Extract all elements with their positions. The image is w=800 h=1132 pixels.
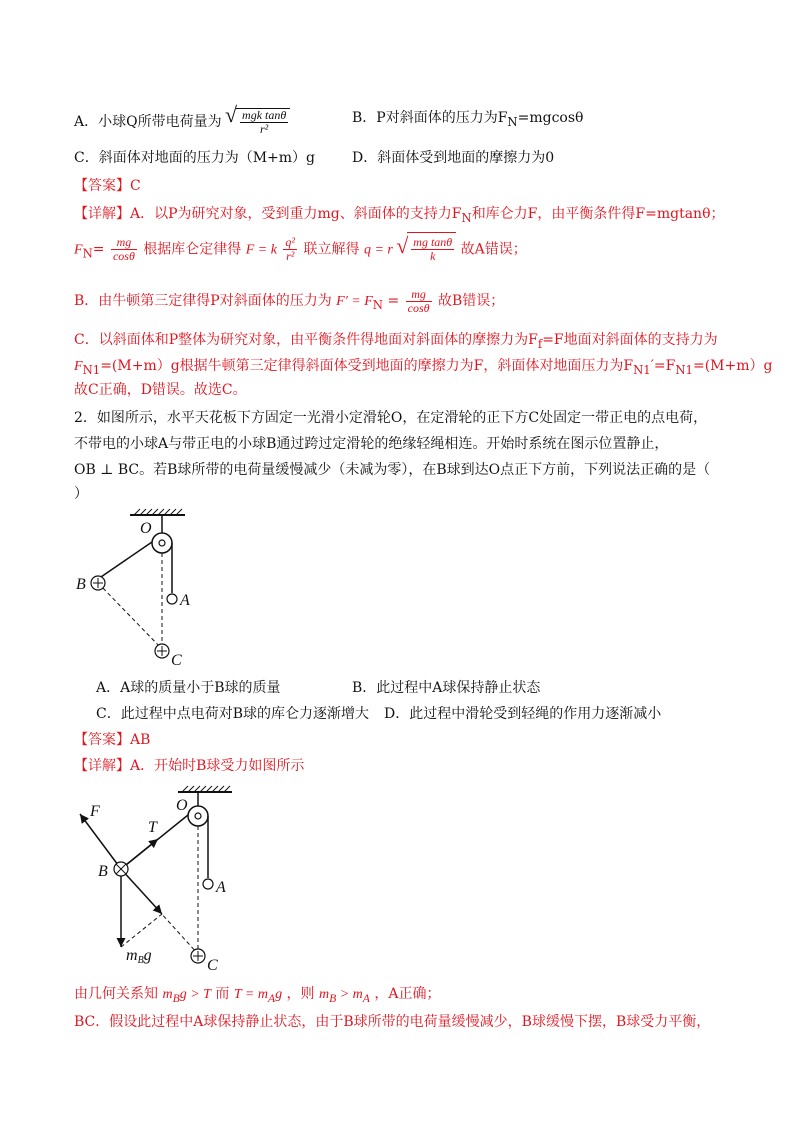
q1-option-b: B．P对斜面体的压力为$F_N=mgcos\theta$ — [352, 110, 584, 129]
force-diagram — [70, 782, 250, 972]
svg-text:C: C — [207, 957, 218, 972]
label-c: C — [171, 652, 182, 669]
q2-option-c: C．此过程中点电荷对B球的库仑力逐渐增大 — [96, 706, 369, 722]
q1-detail-line6: 故C正确，D错误。故选C。 — [74, 382, 247, 398]
q2-option-d: D．此过程中滑轮受到轻绳的作用力逐渐减小 — [384, 706, 662, 722]
q2-stem-line1: 2．如图所示，水平天花板下方固定一光滑小定滑轮O，在定滑轮的正下方C处固定一带正电的点电荷， — [74, 410, 708, 426]
q1-detail-line4: C．以斜面体和P整体为研究对象，由平衡条件得地面对斜面体的摩擦力为$F_f=F$地面对斜面体的支持力为 — [74, 332, 718, 351]
pulley-diagram — [70, 505, 220, 675]
svg-text:O: O — [176, 797, 188, 814]
q2-stem-line3: OB ⊥ BC。若B球所带的电荷量缓慢减少（未减为零），在B球到达O点正下方前，下列说法正确的是（ — [74, 462, 711, 478]
svg-text:A: A — [216, 879, 226, 896]
svg-text:F: F — [90, 803, 100, 820]
q2-detail-line3: BC．假设此过程中A球保持静止状态，由于B球所带的电荷量缓慢减少，B球缓慢下摆，B球受力平衡， — [74, 1014, 711, 1030]
q2-detail-line2: 由几何关系知 $m_Bg > T$ 而 $T = m_Ag$ ，则 $m_B > m_A$ ，A正确； — [74, 986, 441, 1005]
q1-option-d: D．斜面体受到地面的摩擦力为0 — [352, 150, 555, 166]
q2-detail-line1: 【详解】A．开始时B球受力如图所示 — [74, 758, 305, 774]
q1-detail-line2: $F_N=$ $\frac{mg}{\cos\theta}$ 根据库仑定律得 F = k $\frac{\text{q²}}{\text{r²}}$ 联立解得 q = r √ $\frac{\text{mg tanθ}}{k}$ 故A错误； — [74, 232, 527, 266]
q1-detail-line3: B．由牛顿第三定律得P对斜面体的压力为 $F' = F_N$ = $\frac{mg}{\cos\theta}$ 故B错误； — [74, 286, 505, 315]
q2-option-a: A．A球的质量小于B球的质量 — [96, 680, 281, 696]
q1-answer: 【答案】C — [74, 178, 141, 194]
label-a: A — [180, 592, 190, 609]
q1-option-a: A．小球Q所带电荷量为 √ $\frac{\text{mgk tanθ}}{\text{r²}}$ — [74, 108, 290, 136]
label-b: B — [76, 576, 86, 593]
q1-detail-line5: $F_{N1}=(M+m)g$根据牛顿第三定律得斜面体受到地面的摩擦力为F，斜面体对地面压力为$F_{N1}'=F_{N1}=(M+m)g$ — [74, 358, 773, 377]
q2-stem-line2: 不带电的小球A与带正电的小球B通过跨过定滑轮的绝缘轻绳相连。开始时系统在图示位置静止， — [74, 436, 669, 452]
q2-stem-line4: ） — [74, 486, 88, 502]
q1-option-c: C．斜面体对地面的压力为（M+m）g — [74, 150, 316, 166]
q2-option-b: B．此过程中A球保持静止状态 — [352, 680, 541, 696]
q2-answer: 【答案】AB — [74, 732, 151, 748]
sqrt-expression: √ $\frac{\text{mgk tanθ}}{\text{r²}}$ — [236, 108, 290, 136]
svg-text:T: T — [148, 819, 157, 836]
svg-text:mBg: mBg — [126, 947, 152, 966]
svg-text:B: B — [98, 863, 108, 880]
label-o: O — [140, 520, 152, 537]
q1-detail-line1: 【详解】A．以P为研究对象，受到重力mg、斜面体的支持力$F_N$和库仑力F，由平衡条件得F=mgtanθ； — [74, 206, 725, 225]
